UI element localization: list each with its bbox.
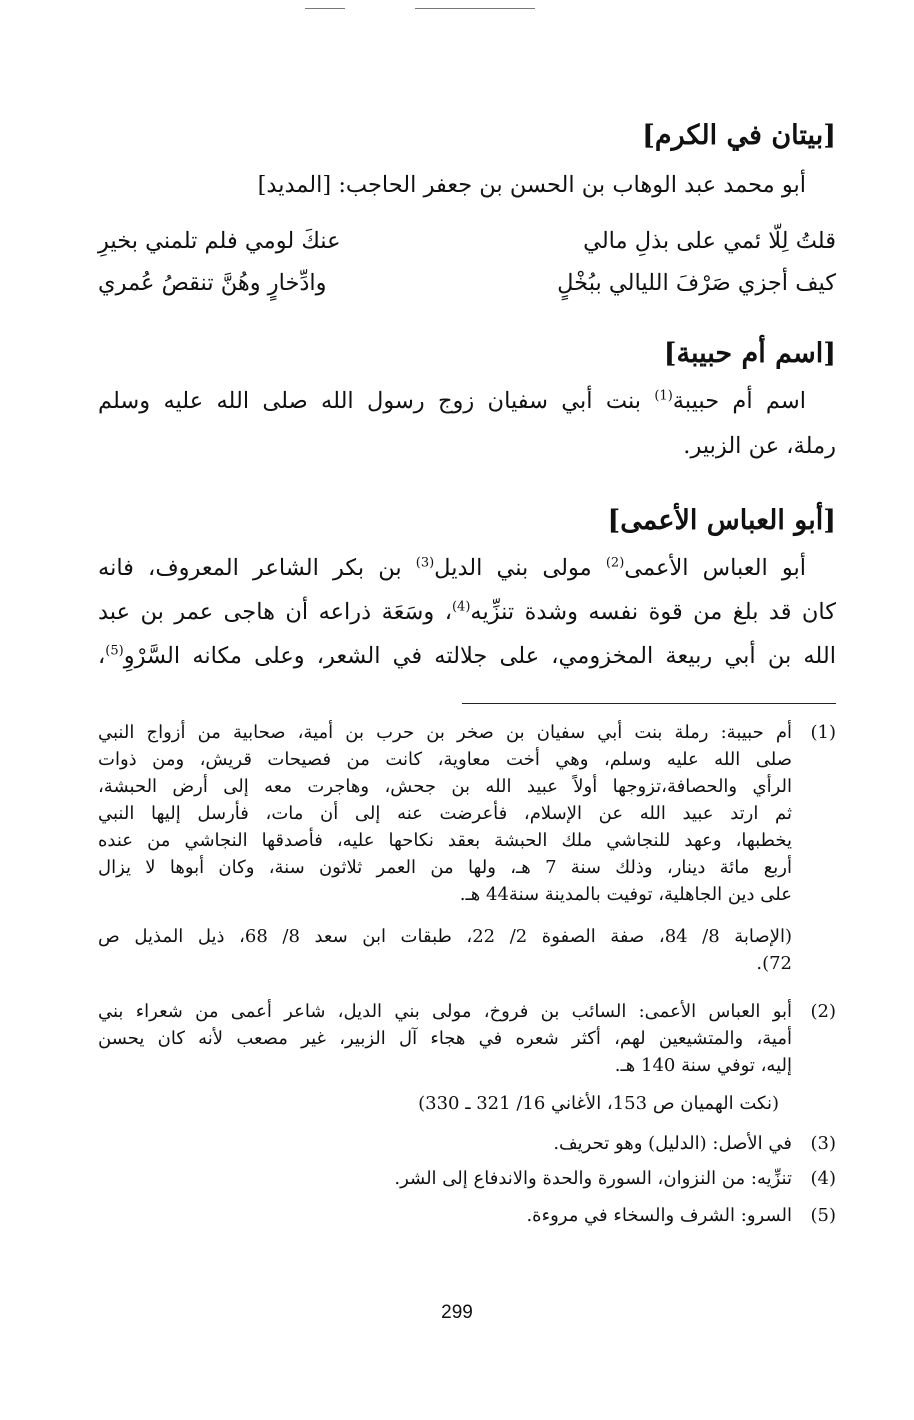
paragraph-line: اسم أم حبيبة$^{(1)}$ بنت أبي سفيان زوج رسول الله صلى الله عليه وسلم <box>98 388 806 414</box>
footnote-number-2: (2) <box>810 1001 836 1022</box>
footnote-1-line: الرأي والحصافة،تزوجها أولاً عبيد الله بن جحش، وهاجرت معه إلى أرض الحبشة، <box>98 776 792 797</box>
section-heading-abu-abbas: [أبو العباس الأعمى] <box>607 505 836 536</box>
page-number: 299 <box>441 1302 473 1323</box>
section-heading-umm-habiba: [اسم أم حبيبة] <box>663 338 836 369</box>
footnote-ref-5: (5) <box>105 643 124 659</box>
footnote-ref-4: (4) <box>451 599 471 615</box>
footnote-5-text: السرو: الشرف والسخاء في مروءة. <box>526 1205 792 1226</box>
paragraph-line: الله بن أبي ربيعة المخزومي، على جلالته في الشعر، وعلى مكانه السَّرْوِ$^{(5)}$، <box>98 643 836 669</box>
footnote-separator <box>462 703 836 704</box>
footnote-ref-1: (1) <box>654 388 673 404</box>
footnote-2-line: أمية، والمتشيعين لهم، أكثر شعره في هجاء آل الزبير، غير مصعب لأنه كان يحسن <box>98 1028 792 1049</box>
footnote-1-source: (الإصابة 8/ 84، صفة الصفوة 2/ 22، طبقات ابن سعد 8/ 68، ذيل المذيل ص <box>98 926 792 947</box>
footnote-1-source: 72). <box>756 953 792 974</box>
footnote-2-line: أبو العباس الأعمى: السائب بن فروخ، مولى بني الديل، شاعر أعمى من شعراء بني <box>98 1001 792 1022</box>
footnote-1-line: ثم ارتد عبيد الله عن الإسلام، فأعرضت عنه إلى أن مات، فأرسل إليها النبي <box>98 803 792 824</box>
footnote-3-text: في الأصل: (الدليل) وهو تحريف. <box>553 1133 792 1154</box>
footnote-number-1: (1) <box>810 722 836 743</box>
section-heading-generosity: [بيتان في الكرم] <box>642 120 836 151</box>
verse2-first-hemistich: كيف أجزي صَرْفَ الليالي ببُخْلٍ <box>557 270 836 296</box>
footnote-2-source: (نكت الهميان ص 153، الأغاني 16/ 321 ـ 330) <box>418 1093 779 1114</box>
verse1-first-hemistich: قلتُ لِلّا ئمي على بذلِ مالي <box>583 228 836 254</box>
footnote-1-line: أم حبيبة: رملة بنت أبي سفيان بن صخر بن حرب بن أمية، صحابية من أزواج النبي <box>98 722 792 743</box>
footnote-number-5: (5) <box>810 1205 836 1226</box>
footnote-1-line: على دين الجاهلية، توفيت بالمدينة سنة44 هـ. <box>459 884 792 905</box>
footnote-number-3: (3) <box>810 1133 836 1154</box>
paragraph-line: رملة، عن الزبير. <box>683 433 836 459</box>
footnote-2-line: إليه، توفي سنة 140 هـ. <box>614 1055 792 1076</box>
header-rule-right <box>415 8 535 9</box>
header-rule-left <box>305 8 345 9</box>
paragraph-line: كان قد بلغ من قوة نفسه وشدة تنزِّيه$^{(4)}$، وسَعَة ذراعه أن هاجى عمر بن عبد <box>98 599 836 625</box>
footnote-4-text: تنزِّيه: من النزوان، السورة والحدة والاندفاع إلى الشر. <box>394 1168 792 1189</box>
verse2-second-hemistich: وادِّخارٍ وهُنَّ تنقصُ عُمري <box>98 270 327 296</box>
footnote-number-4: (4) <box>810 1168 836 1189</box>
footnote-1-line: يخطبها، وعهد للنجاشي ملك الحبشة بعقد نكاحها عليه، فأصدقها النجاشي من عنده <box>98 830 792 851</box>
footnote-1-line: أربع مائة دينار، وذلك سنة 7 هـ، ولها من العمر ثلاثون سنة، وكان أبوها لا يزال <box>98 857 792 878</box>
footnote-1-line: صلى الله عليه وسلم، وهي أخت معاوية، كانت من فصيحات قريش، ومن ذوات <box>98 749 792 770</box>
footnote-ref-3: (3) <box>415 555 435 571</box>
poem-attribution: أبو محمد عبد الوهاب بن الحسن بن جعفر الحاجب: [المديد] <box>257 172 806 198</box>
verse1-second-hemistich: عنكَ لومي فلم تلمني بخيرِ <box>98 228 341 254</box>
paragraph-line: أبو العباس الأعمى$^{(2)}$ مولى بني الديل$^{(3)}$ بن بكر الشاعر المعروف، فانه <box>98 555 806 581</box>
footnote-ref-2: (2) <box>605 555 625 571</box>
